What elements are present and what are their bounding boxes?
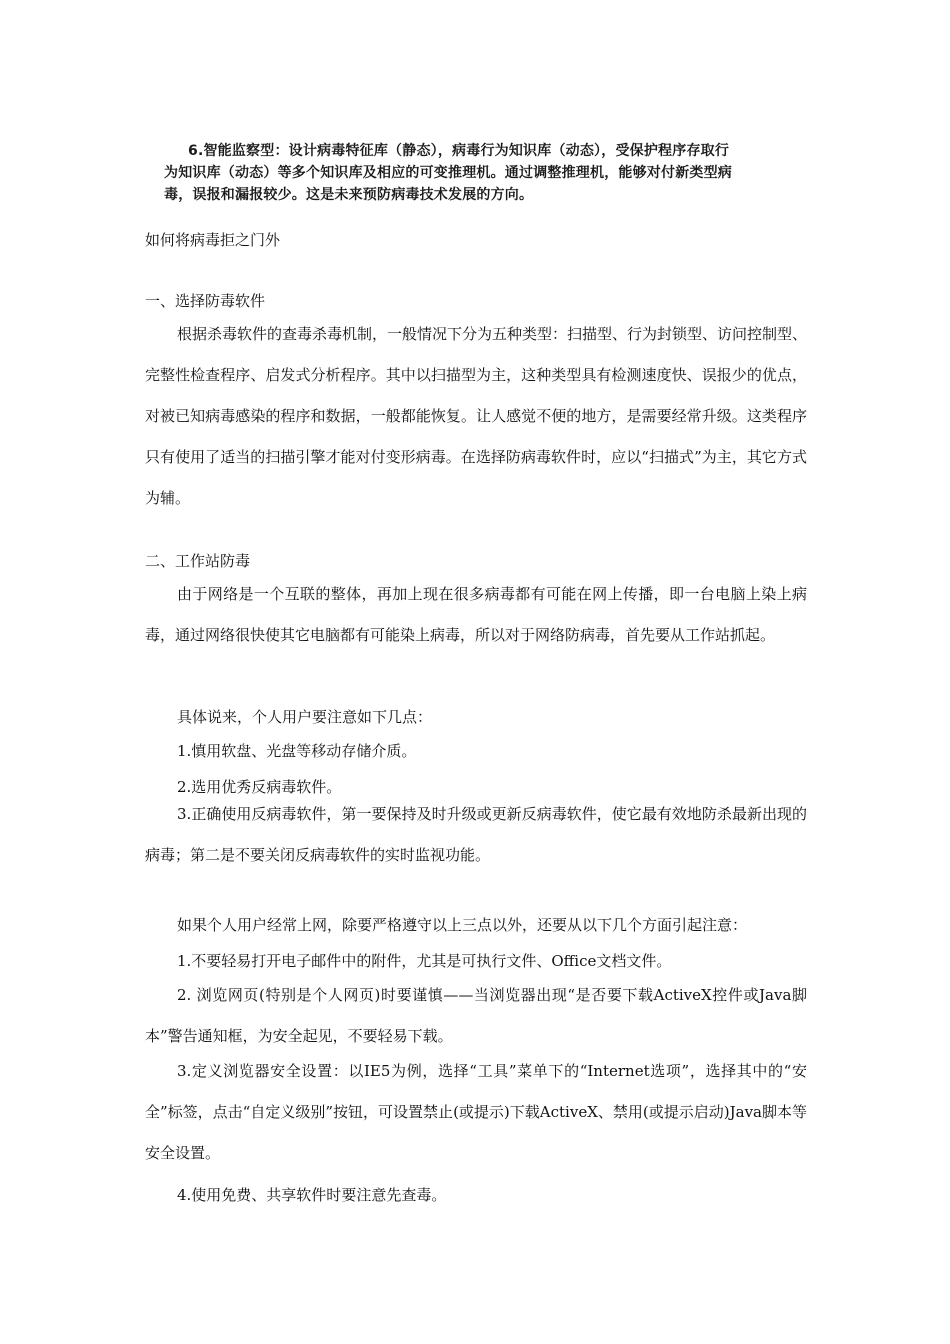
scanned-text-block <box>164 140 764 206</box>
section3-item-2: 2. 浏览网页(特别是个人网页)时要谨慎——当浏览器出现“是否要下载ActiveX控件或Java脚本”警告通知框，为安全起见，不要轻易下载。 <box>145 986 807 1045</box>
section2-item-1: 1.慎用软盘、光盘等移动存储介质。 <box>177 742 417 760</box>
scan-line-2: 为知识库（动态）等多个知识库及相应的可变推理机。通过调整推理机，能够对付新类型病 <box>164 165 732 181</box>
section3-intro: 如果个人用户经常上网，除要严格遵守以上三点以外，还要从以下几个方面引起注意： <box>177 916 748 934</box>
section2-item-2: 2.选用优秀反病毒软件。 <box>177 778 342 796</box>
section3-item-3: 3.定义浏览器安全设置：以IE5为例，选择“工具”菜单下的“Internet选项”，选择其中的“安全”标签，点击“自定义级别”按钮，可设置禁止(或提示)下载ActiveX、禁用(或提示启动)Java脚本等安全设置。 <box>145 1062 807 1162</box>
section3-item-4: 4.使用免费、共享软件时要注意先查毒。 <box>177 1186 447 1204</box>
section1-heading: 一、选择防毒软件 <box>145 292 266 310</box>
section3-item-1: 1.不要轻易打开电子邮件中的附件，尤其是可执行文件、Office文档文件。 <box>177 952 672 970</box>
section2-paragraph: 由于网络是一个互联的整体，再加上现在很多病毒都有可能在网上传播，即一台电脑上染上病毒，通过网络很快使其它电脑都有可能染上病毒，所以对于网络防病毒，首先要从工作站抓起。 <box>145 585 807 644</box>
section2-heading: 二、工作站防毒 <box>145 552 251 570</box>
section1-paragraph: 根据杀毒软件的查毒杀毒机制，一般情况下分为五种类型：扫描型、行为封锁型、访问控制型、完整性检查程序、启发式分析程序。其中以扫描型为主，这种类型具有检测速度快、误报少的优点，对被已知病毒感染的程序和数据，一般都能恢复。让人感觉不便的地方，是需要经常升级。这类程序只有使用了适当的扫描引擎才能对付变形病毒。在选择防病毒软件时，应以“扫描式”为主，其它方式为辅。 <box>145 325 808 507</box>
scan-line-1: 6.智能监察型：设计病毒特征库（静态），病毒行为知识库（动态），受保护程序存取行 <box>188 143 730 159</box>
section2-intro: 具体说来，个人用户要注意如下几点： <box>177 708 433 726</box>
scan-line-3: 毒，误报和漏报较少。这是未来预防病毒技术发展的方向。 <box>164 187 534 203</box>
main-heading: 如何将病毒拒之门外 <box>145 231 281 249</box>
section2-item-3: 3.正确使用反病毒软件，第一要保持及时升级或更新反病毒软件，使它最有效地防杀最新出现的病毒；第二是不要关闭反病毒软件的实时监视功能。 <box>145 805 807 864</box>
